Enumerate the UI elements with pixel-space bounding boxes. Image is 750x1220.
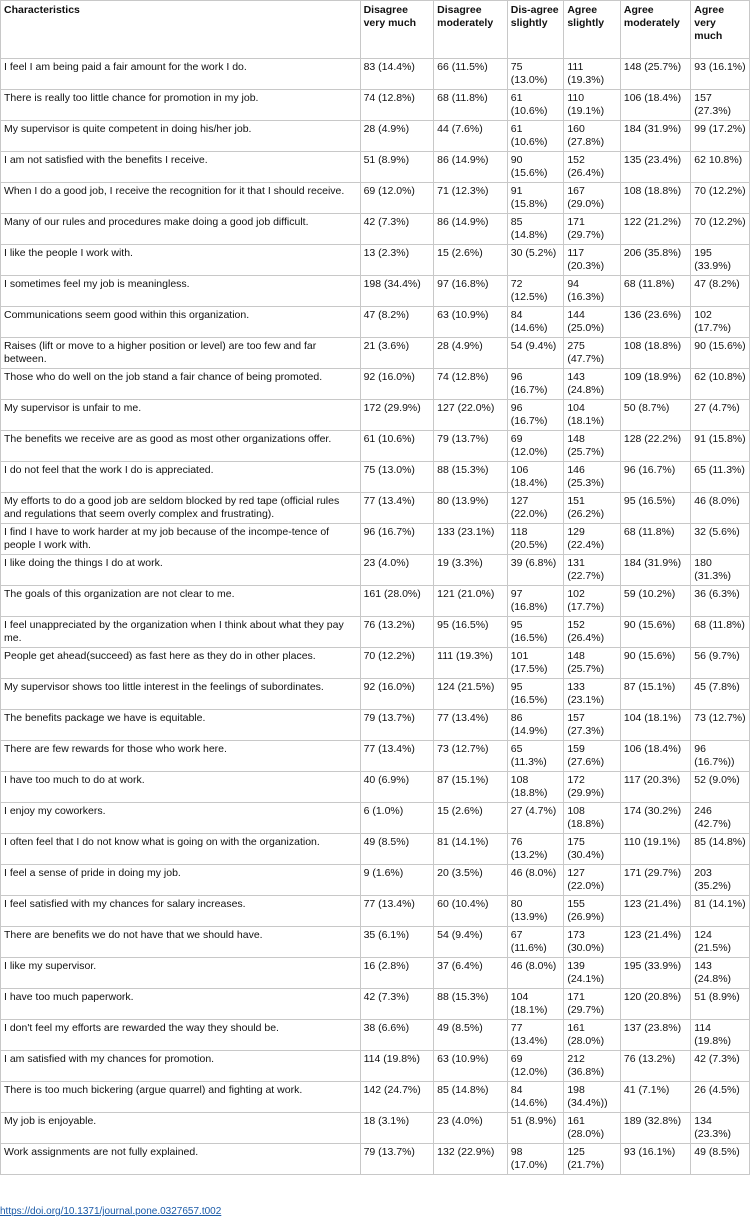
cell-disagree-moderately: 37 (6.4%) [434,958,508,989]
cell-disagree-moderately: 68 (11.8%) [434,90,508,121]
cell-disagree-moderately: 20 (3.5%) [434,865,508,896]
cell-agree-slightly: 172 (29.9%) [564,772,621,803]
cell-disagree-moderately: 60 (10.4%) [434,896,508,927]
cell-disagree-slightly: 95 (16.5%) [507,679,564,710]
cell-disagree-slightly: 46 (8.0%) [507,865,564,896]
cell-disagree-very-much: 23 (4.0%) [360,555,434,586]
cell-agree-very-much: 73 (12.7%) [691,710,750,741]
cell-disagree-moderately: 73 (12.7%) [434,741,508,772]
cell-agree-moderately: 90 (15.6%) [620,617,690,648]
header-disagree-slightly: Dis-agree slightly [507,1,564,59]
cell-characteristic: When I do a good job, I receive the recognition for it that I should receive. [1,183,361,214]
cell-agree-very-much: 70 (12.2%) [691,183,750,214]
cell-characteristic: I am satisfied with my chances for promotion. [1,1051,361,1082]
cell-disagree-slightly: 69 (12.0%) [507,1051,564,1082]
cell-disagree-moderately: 127 (22.0%) [434,400,508,431]
cell-agree-moderately: 137 (23.8%) [620,1020,690,1051]
cell-agree-moderately: 93 (16.1%) [620,1144,690,1175]
table-row [1,338,750,369]
cell-agree-slightly: 102 (17.7%) [564,586,621,617]
cell-characteristic: I feel I am being paid a fair amount for the work I do. [1,59,361,90]
cell-disagree-slightly: 77 (13.4%) [507,1020,564,1051]
cell-agree-moderately: 189 (32.8%) [620,1113,690,1144]
cell-agree-slightly: 148 (25.7%) [564,431,621,462]
cell-agree-very-much: 246 (42.7%) [691,803,750,834]
cell-agree-very-much: 157 (27.3%) [691,90,750,121]
cell-agree-moderately: 135 (23.4%) [620,152,690,183]
cell-characteristic: The goals of this organization are not clear to me. [1,586,361,617]
cell-agree-moderately: 120 (20.8%) [620,989,690,1020]
cell-disagree-moderately: 85 (14.8%) [434,1082,508,1113]
cell-agree-very-much: 45 (7.8%) [691,679,750,710]
cell-characteristic: My efforts to do a good job are seldom blocked by red tape (official rules and regulations that seem overly complex and frustrating). [1,493,361,524]
cell-agree-very-much: 36 (6.3%) [691,586,750,617]
table-row [1,307,750,338]
table-row [1,834,750,865]
cell-agree-very-much: 203 (35.2%) [691,865,750,896]
cell-agree-moderately: 59 (10.2%) [620,586,690,617]
cell-characteristic: My job is enjoyable. [1,1113,361,1144]
cell-agree-very-much: 81 (14.1%) [691,896,750,927]
cell-agree-slightly: 133 (23.1%) [564,679,621,710]
table-row [1,152,750,183]
cell-disagree-slightly: 76 (13.2%) [507,834,564,865]
header-disagree-moderately: Disagree moderately [434,1,508,59]
cell-agree-slightly: 143 (24.8%) [564,369,621,400]
table-row [1,1144,750,1175]
table-row [1,741,750,772]
cell-agree-slightly: 144 (25.0%) [564,307,621,338]
cell-characteristic: There is too much bickering (argue quarrel) and fighting at work. [1,1082,361,1113]
cell-disagree-very-much: 28 (4.9%) [360,121,434,152]
cell-disagree-moderately: 88 (15.3%) [434,989,508,1020]
cell-disagree-slightly: 98 (17.0%) [507,1144,564,1175]
cell-agree-moderately: 96 (16.7%) [620,462,690,493]
cell-disagree-very-much: 77 (13.4%) [360,493,434,524]
cell-disagree-slightly: 118 (20.5%) [507,524,564,555]
cell-agree-slightly: 94 (16.3%) [564,276,621,307]
header-agree-slightly: Agree slightly [564,1,621,59]
cell-agree-very-much: 180 (31.3%) [691,555,750,586]
cell-disagree-moderately: 63 (10.9%) [434,1051,508,1082]
cell-agree-slightly: 108 (18.8%) [564,803,621,834]
cell-disagree-very-much: 40 (6.9%) [360,772,434,803]
cell-disagree-very-much: 42 (7.3%) [360,989,434,1020]
table-row [1,1113,750,1144]
cell-disagree-moderately: 79 (13.7%) [434,431,508,462]
cell-disagree-moderately: 80 (13.9%) [434,493,508,524]
cell-disagree-slightly: 72 (12.5%) [507,276,564,307]
cell-disagree-slightly: 75 (13.0%) [507,59,564,90]
table-row [1,927,750,958]
cell-disagree-slightly: 61 (10.6%) [507,90,564,121]
cell-disagree-very-much: 49 (8.5%) [360,834,434,865]
cell-agree-slightly: 159 (27.6%) [564,741,621,772]
cell-characteristic: I have too much paperwork. [1,989,361,1020]
cell-agree-moderately: 122 (21.2%) [620,214,690,245]
cell-characteristic: I find I have to work harder at my job because of the incompe-tence of people I work with. [1,524,361,555]
cell-agree-slightly: 148 (25.7%) [564,648,621,679]
cell-characteristic: There are few rewards for those who work here. [1,741,361,772]
cell-disagree-slightly: 80 (13.9%) [507,896,564,927]
cell-agree-moderately: 128 (22.2%) [620,431,690,462]
cell-agree-slightly: 151 (26.2%) [564,493,621,524]
cell-agree-very-much: 195 (33.9%) [691,245,750,276]
cell-agree-slightly: 104 (18.1%) [564,400,621,431]
cell-disagree-moderately: 74 (12.8%) [434,369,508,400]
cell-characteristic: I feel satisfied with my chances for salary increases. [1,896,361,927]
table-row [1,214,750,245]
cell-characteristic: There are benefits we do not have that we should have. [1,927,361,958]
table-row [1,121,750,152]
cell-characteristic: I do not feel that the work I do is appreciated. [1,462,361,493]
cell-agree-moderately: 76 (13.2%) [620,1051,690,1082]
cell-agree-moderately: 95 (16.5%) [620,493,690,524]
header-agree-moderately: Agree moderately [620,1,690,59]
table-row [1,896,750,927]
cell-characteristic: Communications seem good within this organization. [1,307,361,338]
cell-disagree-very-much: 76 (13.2%) [360,617,434,648]
cell-disagree-slightly: 127 (22.0%) [507,493,564,524]
cell-disagree-very-much: 21 (3.6%) [360,338,434,369]
cell-agree-very-much: 143 (24.8%) [691,958,750,989]
cell-agree-very-much: 52 (9.0%) [691,772,750,803]
cell-agree-moderately: 41 (7.1%) [620,1082,690,1113]
cell-disagree-moderately: 15 (2.6%) [434,245,508,276]
cell-disagree-moderately: 71 (12.3%) [434,183,508,214]
cell-disagree-slightly: 54 (9.4%) [507,338,564,369]
cell-agree-very-much: 93 (16.1%) [691,59,750,90]
cell-agree-slightly: 157 (27.3%) [564,710,621,741]
cell-agree-slightly: 110 (19.1%) [564,90,621,121]
cell-disagree-slightly: 30 (5.2%) [507,245,564,276]
cell-disagree-slightly: 67 (11.6%) [507,927,564,958]
cell-agree-very-much: 62 10.8%) [691,152,750,183]
cell-disagree-moderately: 97 (16.8%) [434,276,508,307]
cell-disagree-very-much: 38 (6.6%) [360,1020,434,1051]
cell-disagree-slightly: 69 (12.0%) [507,431,564,462]
cell-characteristic: I like my supervisor. [1,958,361,989]
cell-disagree-very-much: 69 (12.0%) [360,183,434,214]
table-row [1,586,750,617]
cell-disagree-moderately: 86 (14.9%) [434,152,508,183]
cell-disagree-slightly: 96 (16.7%) [507,400,564,431]
cell-disagree-very-much: 51 (8.9%) [360,152,434,183]
table-row [1,524,750,555]
cell-agree-moderately: 174 (30.2%) [620,803,690,834]
cell-agree-moderately: 87 (15.1%) [620,679,690,710]
cell-disagree-slightly: 108 (18.8%) [507,772,564,803]
table-row [1,958,750,989]
cell-disagree-very-much: 77 (13.4%) [360,896,434,927]
header-characteristics: Characteristics [1,1,361,59]
cell-disagree-very-much: 172 (29.9%) [360,400,434,431]
cell-agree-moderately: 206 (35.8%) [620,245,690,276]
cell-agree-moderately: 123 (21.4%) [620,927,690,958]
cell-agree-very-much: 102 (17.7%) [691,307,750,338]
cell-characteristic: Work assignments are not fully explained. [1,1144,361,1175]
cell-disagree-slightly: 39 (6.8%) [507,555,564,586]
cell-agree-moderately: 184 (31.9%) [620,121,690,152]
cell-disagree-moderately: 63 (10.9%) [434,307,508,338]
cell-disagree-very-much: 13 (2.3%) [360,245,434,276]
cell-agree-moderately: 110 (19.1%) [620,834,690,865]
cell-agree-slightly: 171 (29.7%) [564,989,621,1020]
cell-agree-slightly: 146 (25.3%) [564,462,621,493]
cell-agree-moderately: 171 (29.7%) [620,865,690,896]
cell-disagree-very-much: 47 (8.2%) [360,307,434,338]
cell-disagree-very-much: 83 (14.4%) [360,59,434,90]
table-row [1,803,750,834]
table-body [1,59,750,1175]
cell-agree-slightly: 155 (26.9%) [564,896,621,927]
cell-agree-slightly: 160 (27.8%) [564,121,621,152]
cell-agree-slightly: 125 (21.7%) [564,1144,621,1175]
cell-agree-moderately: 109 (18.9%) [620,369,690,400]
cell-agree-very-much: 85 (14.8%) [691,834,750,865]
cell-disagree-slightly: 101 (17.5%) [507,648,564,679]
cell-disagree-moderately: 133 (23.1%) [434,524,508,555]
cell-disagree-very-much: 61 (10.6%) [360,431,434,462]
cell-disagree-very-much: 18 (3.1%) [360,1113,434,1144]
cell-agree-moderately: 104 (18.1%) [620,710,690,741]
cell-agree-moderately: 90 (15.6%) [620,648,690,679]
cell-disagree-slightly: 90 (15.6%) [507,152,564,183]
cell-agree-moderately: 123 (21.4%) [620,896,690,927]
cell-disagree-slightly: 84 (14.6%) [507,1082,564,1113]
cell-disagree-very-much: 96 (16.7%) [360,524,434,555]
cell-disagree-moderately: 111 (19.3%) [434,648,508,679]
cell-characteristic: I feel unappreciated by the organization when I think about what they pay me. [1,617,361,648]
table-row [1,555,750,586]
cell-disagree-slightly: 61 (10.6%) [507,121,564,152]
cell-characteristic: I sometimes feel my job is meaningless. [1,276,361,307]
cell-disagree-slightly: 97 (16.8%) [507,586,564,617]
cell-characteristic: My supervisor is unfair to me. [1,400,361,431]
cell-disagree-very-much: 198 (34.4%) [360,276,434,307]
cell-agree-slightly: 161 (28.0%) [564,1113,621,1144]
cell-agree-moderately: 195 (33.9%) [620,958,690,989]
cell-agree-very-much: 42 (7.3%) [691,1051,750,1082]
cell-agree-moderately: 106 (18.4%) [620,90,690,121]
cell-characteristic: People get ahead(succeed) as fast here as they do in other places. [1,648,361,679]
cell-agree-very-much: 96 (16.7%)) [691,741,750,772]
header-row [1,1,750,59]
cell-characteristic: The benefits package we have is equitable. [1,710,361,741]
cell-agree-slightly: 152 (26.4%) [564,152,621,183]
cell-agree-very-much: 51 (8.9%) [691,989,750,1020]
cell-disagree-slightly: 84 (14.6%) [507,307,564,338]
cell-agree-moderately: 68 (11.8%) [620,524,690,555]
cell-agree-moderately: 136 (23.6%) [620,307,690,338]
cell-agree-slightly: 127 (22.0%) [564,865,621,896]
cell-agree-slightly: 173 (30.0%) [564,927,621,958]
table-row [1,431,750,462]
cell-agree-very-much: 47 (8.2%) [691,276,750,307]
cell-disagree-very-much: 74 (12.8%) [360,90,434,121]
table-row [1,772,750,803]
cell-characteristic: Many of our rules and procedures make doing a good job difficult. [1,214,361,245]
cell-disagree-moderately: 44 (7.6%) [434,121,508,152]
cell-disagree-moderately: 95 (16.5%) [434,617,508,648]
cell-characteristic: I enjoy my coworkers. [1,803,361,834]
cell-disagree-moderately: 77 (13.4%) [434,710,508,741]
cell-disagree-very-much: 79 (13.7%) [360,710,434,741]
cell-agree-very-much: 91 (15.8%) [691,431,750,462]
cell-agree-very-much: 68 (11.8%) [691,617,750,648]
cell-disagree-moderately: 23 (4.0%) [434,1113,508,1144]
cell-characteristic: I am not satisfied with the benefits I receive. [1,152,361,183]
cell-disagree-moderately: 66 (11.5%) [434,59,508,90]
cell-agree-slightly: 111 (19.3%) [564,59,621,90]
cell-characteristic: I often feel that I do not know what is going on with the organization. [1,834,361,865]
cell-disagree-moderately: 87 (15.1%) [434,772,508,803]
cell-disagree-moderately: 124 (21.5%) [434,679,508,710]
cell-agree-moderately: 117 (20.3%) [620,772,690,803]
cell-disagree-moderately: 15 (2.6%) [434,803,508,834]
cell-disagree-moderately: 28 (4.9%) [434,338,508,369]
cell-characteristic: I have too much to do at work. [1,772,361,803]
cell-agree-very-much: 27 (4.7%) [691,400,750,431]
cell-characteristic: I like the people I work with. [1,245,361,276]
cell-agree-slightly: 129 (22.4%) [564,524,621,555]
table-row [1,183,750,214]
cell-agree-very-much: 90 (15.6%) [691,338,750,369]
cell-disagree-slightly: 27 (4.7%) [507,803,564,834]
cell-agree-slightly: 275 (47.7%) [564,338,621,369]
table-row [1,400,750,431]
cell-disagree-very-much: 161 (28.0%) [360,586,434,617]
cell-disagree-very-much: 35 (6.1%) [360,927,434,958]
cell-disagree-very-much: 6 (1.0%) [360,803,434,834]
cell-disagree-moderately: 54 (9.4%) [434,927,508,958]
cell-disagree-moderately: 81 (14.1%) [434,834,508,865]
cell-agree-slightly: 117 (20.3%) [564,245,621,276]
table-row [1,648,750,679]
table-row [1,59,750,90]
header-agree-very-much: Agree very much [691,1,750,59]
table-row [1,617,750,648]
table-row [1,1082,750,1113]
table-header [1,1,750,59]
cell-disagree-slightly: 91 (15.8%) [507,183,564,214]
cell-agree-very-much: 46 (8.0%) [691,493,750,524]
cell-characteristic: My supervisor is quite competent in doing his/her job. [1,121,361,152]
cell-disagree-moderately: 88 (15.3%) [434,462,508,493]
cell-agree-moderately: 184 (31.9%) [620,555,690,586]
table-row [1,679,750,710]
cell-disagree-very-much: 9 (1.6%) [360,865,434,896]
cell-agree-very-much: 49 (8.5%) [691,1144,750,1175]
table-row [1,710,750,741]
table-row [1,276,750,307]
doi-link[interactable]: https://doi.org/10.1371/journal.pone.0327657.t002 [0,1206,222,1217]
table-row [1,369,750,400]
cell-agree-slightly: 212 (36.8%) [564,1051,621,1082]
cell-disagree-slightly: 106 (18.4%) [507,462,564,493]
table-row [1,1020,750,1051]
cell-agree-very-much: 26 (4.5%) [691,1082,750,1113]
cell-disagree-moderately: 121 (21.0%) [434,586,508,617]
table-row [1,493,750,524]
cell-disagree-moderately: 49 (8.5%) [434,1020,508,1051]
cell-agree-slightly: 175 (30.4%) [564,834,621,865]
cell-characteristic: I like doing the things I do at work. [1,555,361,586]
cell-disagree-slightly: 104 (18.1%) [507,989,564,1020]
cell-characteristic: Raises (lift or move to a higher position or level) are too few and far between. [1,338,361,369]
cell-agree-very-much: 114 (19.8%) [691,1020,750,1051]
cell-agree-slightly: 152 (26.4%) [564,617,621,648]
cell-agree-very-much: 70 (12.2%) [691,214,750,245]
table-row [1,462,750,493]
cell-agree-slightly: 161 (28.0%) [564,1020,621,1051]
table-row [1,865,750,896]
cell-disagree-moderately: 19 (3.3%) [434,555,508,586]
cell-disagree-slightly: 46 (8.0%) [507,958,564,989]
cell-agree-very-much: 62 (10.8%) [691,369,750,400]
cell-disagree-moderately: 132 (22.9%) [434,1144,508,1175]
cell-disagree-very-much: 75 (13.0%) [360,462,434,493]
cell-characteristic: There is really too little chance for promotion in my job. [1,90,361,121]
cell-agree-slightly: 198 (34.4%)) [564,1082,621,1113]
table-row [1,1051,750,1082]
cell-characteristic: My supervisor shows too little interest in the feelings of subordinates. [1,679,361,710]
cell-agree-very-much: 56 (9.7%) [691,648,750,679]
cell-disagree-very-much: 70 (12.2%) [360,648,434,679]
cell-characteristic: I feel a sense of pride in doing my job. [1,865,361,896]
cell-agree-moderately: 108 (18.8%) [620,338,690,369]
cell-disagree-slightly: 51 (8.9%) [507,1113,564,1144]
header-disagree-very-much: Disagree very much [360,1,434,59]
cell-agree-very-much: 124 (21.5%) [691,927,750,958]
cell-agree-slightly: 139 (24.1%) [564,958,621,989]
cell-disagree-slightly: 95 (16.5%) [507,617,564,648]
cell-agree-very-much: 134 (23.3%) [691,1113,750,1144]
table-row [1,90,750,121]
cell-agree-moderately: 108 (18.8%) [620,183,690,214]
cell-disagree-very-much: 92 (16.0%) [360,679,434,710]
cell-disagree-slightly: 86 (14.9%) [507,710,564,741]
cell-disagree-slightly: 85 (14.8%) [507,214,564,245]
cell-agree-moderately: 50 (8.7%) [620,400,690,431]
cell-agree-very-much: 32 (5.6%) [691,524,750,555]
cell-agree-moderately: 106 (18.4%) [620,741,690,772]
cell-agree-slightly: 171 (29.7%) [564,214,621,245]
cell-disagree-very-much: 42 (7.3%) [360,214,434,245]
table-row [1,989,750,1020]
cell-agree-very-much: 65 (11.3%) [691,462,750,493]
cell-agree-moderately: 148 (25.7%) [620,59,690,90]
cell-disagree-slightly: 65 (11.3%) [507,741,564,772]
cell-disagree-moderately: 86 (14.9%) [434,214,508,245]
table-row [1,245,750,276]
cell-characteristic: Those who do well on the job stand a fair chance of being promoted. [1,369,361,400]
cell-characteristic: The benefits we receive are as good as most other organizations offer. [1,431,361,462]
cell-disagree-very-much: 16 (2.8%) [360,958,434,989]
cell-disagree-very-much: 142 (24.7%) [360,1082,434,1113]
cell-characteristic: I don't feel my efforts are rewarded the way they should be. [1,1020,361,1051]
cell-disagree-very-much: 92 (16.0%) [360,369,434,400]
cell-disagree-slightly: 96 (16.7%) [507,369,564,400]
cell-agree-slightly: 167 (29.0%) [564,183,621,214]
cell-agree-very-much: 99 (17.2%) [691,121,750,152]
cell-disagree-very-much: 77 (13.4%) [360,741,434,772]
cell-disagree-very-much: 114 (19.8%) [360,1051,434,1082]
cell-agree-slightly: 131 (22.7%) [564,555,621,586]
cell-disagree-very-much: 79 (13.7%) [360,1144,434,1175]
cell-agree-moderately: 68 (11.8%) [620,276,690,307]
